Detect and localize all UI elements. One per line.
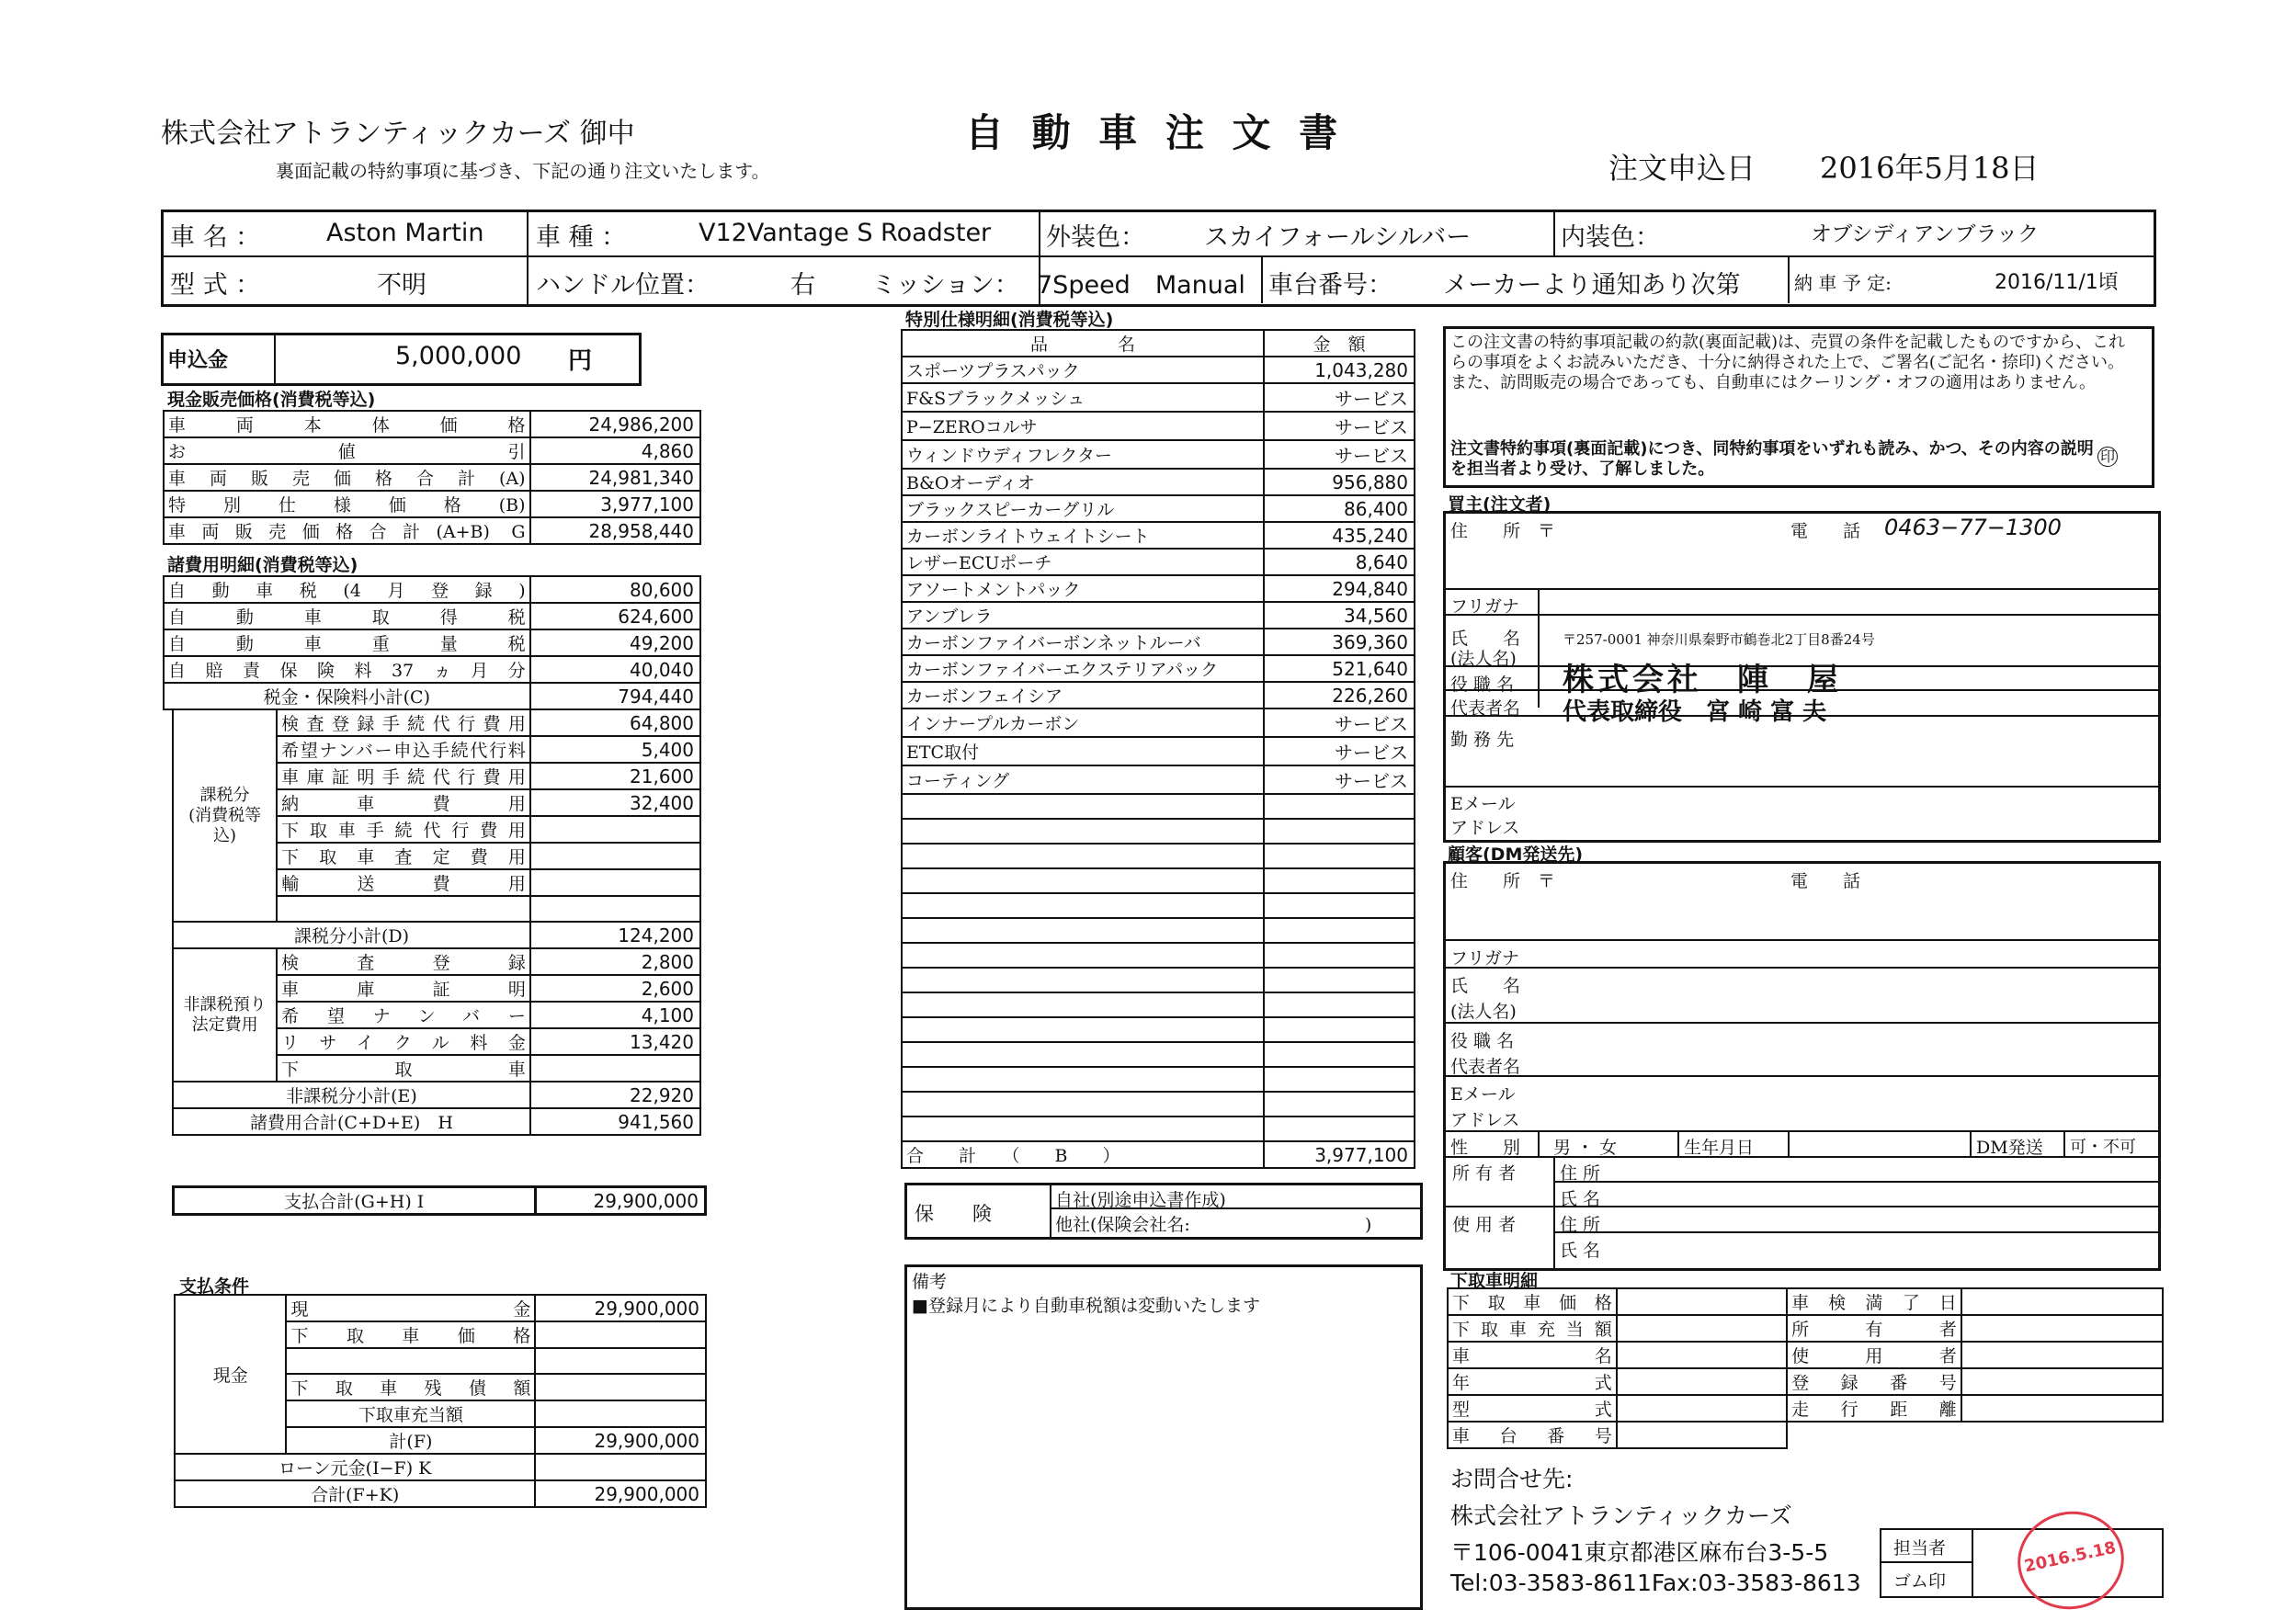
delivery-label: 納 車 予 定: <box>1794 272 1892 294</box>
birth-label: 生年月日 <box>1684 1138 1755 1158</box>
row-value: 2,800 <box>530 948 700 975</box>
fees-total-value: 941,560 <box>530 1108 700 1135</box>
row-value: 32,400 <box>530 789 700 816</box>
spec-row <box>902 737 1415 765</box>
dm-label: DM発送 <box>1976 1138 2043 1158</box>
handle-label: ハンドル位置： <box>536 271 710 300</box>
nontax-group-label: 非課税預り 法定費用 <box>173 948 277 1082</box>
spec-row <box>902 765 1415 794</box>
row-label: 下取車残債額 <box>286 1374 535 1400</box>
row-value: 13,420 <box>530 1028 700 1055</box>
spec-row <box>902 655 1415 682</box>
customer-email-label: Eメール <box>1450 1084 1516 1105</box>
user-label: 使 用 者 <box>1452 1215 1517 1235</box>
payment-terms-table <box>174 1294 707 1508</box>
rubber-stamp-label: ゴム印 <box>1893 1571 1947 1592</box>
tradein-label: 所有者 <box>1787 1315 1961 1342</box>
spec-row-empty <box>902 844 1415 868</box>
staff-label: 担当者 <box>1893 1538 1947 1559</box>
buyer-corp-label: (法人名) <box>1450 649 1517 669</box>
row-value: 29,900,000 <box>535 1427 706 1454</box>
row-value: 28,958,440 <box>530 517 700 544</box>
spec-amount-empty <box>1264 1067 1415 1092</box>
spec-row <box>902 708 1415 737</box>
notice-agreement: 注文書特約事項(裏面記載)につき、同特約事項をいずれも読み、かつ、その内容の説明を担当者より受け、了解しました。 <box>1450 439 2094 479</box>
row-label: リサイクル料金 <box>277 1028 530 1055</box>
payment-terms-total-value: 29,900,000 <box>535 1480 706 1507</box>
remarks-text: ■登録月により自動車税額は変動いたします <box>912 1296 1260 1316</box>
spec-row-empty <box>902 893 1415 918</box>
fees-total-label: 諸費用合計(C+D+E) H <box>173 1108 530 1135</box>
row-value <box>535 1348 706 1374</box>
payment-terms-total-label: 合計(F+K) <box>175 1480 535 1507</box>
row-label: 下取車価格 <box>286 1321 535 1348</box>
spec-amount-empty <box>1264 992 1415 1017</box>
row-value: 49,200 <box>530 629 700 656</box>
customer-corp-label: (法人名) <box>1450 1002 1517 1022</box>
spec-item-empty <box>902 794 1264 819</box>
buyer-email-label-2: アドレス <box>1450 818 1520 838</box>
spec-item: アンブレラ <box>902 602 1264 629</box>
spec-item-empty <box>902 1017 1264 1042</box>
spec-amount: 294,840 <box>1264 575 1415 602</box>
spec-amount: サービス <box>1264 412 1415 440</box>
row-label: 特別仕様価格(B) <box>164 491 530 517</box>
spec-item-empty <box>902 943 1264 968</box>
tax-subtotal-label: 税金・保険料小計(C) <box>164 683 530 709</box>
spec-amount: 956,880 <box>1264 469 1415 495</box>
dm-value[interactable]: 可・不可 <box>2070 1138 2136 1157</box>
spec-amount: 435,240 <box>1264 522 1415 549</box>
buyer-phone[interactable]: 0463−77−1300 <box>1884 515 2062 540</box>
sex-label: 性 別 <box>1450 1138 1521 1158</box>
spec-amount-empty <box>1264 844 1415 868</box>
spec-row <box>902 469 1415 495</box>
sex-value[interactable]: 男 ・ 女 <box>1553 1138 1618 1158</box>
payment-total-label: 支払合計(G+H) I <box>174 1187 536 1215</box>
buyer-address-label: 住 所 〒 <box>1450 521 1556 541</box>
row-value: 29,900,000 <box>535 1295 706 1321</box>
spec-item: P−ZEROコルサ <box>902 412 1264 440</box>
interior-color-label: 内装色： <box>1561 223 1660 252</box>
row-label: 自動車重量税 <box>164 629 530 656</box>
handle-value: 右 <box>790 271 815 300</box>
order-date-label: 注文申込日 <box>1608 151 1756 186</box>
spec-amount-empty <box>1264 943 1415 968</box>
deposit-value: 5,000,000 <box>395 342 522 370</box>
taxable-group-label: 課税分 (消費税等込) <box>173 709 277 922</box>
row-value: 4,100 <box>530 1002 700 1028</box>
tradein-label: 年式 <box>1448 1368 1617 1395</box>
spec-item: B&Oオーディオ <box>902 469 1264 495</box>
spec-row-empty <box>902 943 1415 968</box>
cash-price-table <box>163 410 701 545</box>
spec-item: カーボンライトウェイトシート <box>902 522 1264 549</box>
spec-amount-empty <box>1264 1092 1415 1117</box>
spec-amount-empty <box>1264 1017 1415 1042</box>
spec-row-empty <box>902 868 1415 893</box>
row-label: 車両販売価格合計(A+B) G <box>164 517 530 544</box>
model-value: 不明 <box>377 271 426 300</box>
spec-item: ETC取付 <box>902 737 1264 765</box>
contact-tel: Tel:03-3583-8611Fax:03-3583-8613 <box>1450 1570 1861 1596</box>
recipient-company: 株式会社アトランティックカーズ 御中 <box>161 118 635 150</box>
spec-row <box>902 412 1415 440</box>
spec-amount: 226,260 <box>1264 682 1415 708</box>
spec-item-empty <box>902 893 1264 918</box>
spec-amount-empty <box>1264 1042 1415 1067</box>
row-value: 4,860 <box>530 437 700 464</box>
spec-amount: サービス <box>1264 737 1415 765</box>
spec-row <box>902 383 1415 412</box>
row-value <box>530 816 700 843</box>
taxable-subtotal-value: 124,200 <box>530 922 700 948</box>
tradein-label: 車台番号 <box>1448 1422 1617 1448</box>
payment-terms-title: 支払条件 <box>179 1276 250 1297</box>
buyer-title: 買主(注文者) <box>1448 494 1552 515</box>
spec-item: ウィンドウディフレクター <box>902 440 1264 469</box>
row-label: 車両販売価格合計(A) <box>164 464 530 491</box>
spec-item-empty <box>902 819 1264 844</box>
delivery-value: 2016/11/1頃 <box>1995 271 2119 294</box>
tradein-label: 登録番号 <box>1787 1368 1961 1395</box>
spec-item-empty <box>902 1092 1264 1117</box>
tradein-table <box>1447 1287 2164 1449</box>
row-label: 車庫証明 <box>277 975 530 1002</box>
row-label: 自動車取得税 <box>164 603 530 629</box>
row-label: 検査登録手続代行費用 <box>277 709 530 736</box>
loan-label: ローン元金(I−F) K <box>175 1454 535 1480</box>
tradein-title: 下取車明細 <box>1450 1271 1539 1291</box>
row-value: 2,600 <box>530 975 700 1002</box>
contact-label: お問合せ先: <box>1450 1466 1574 1492</box>
spec-item: カーボンフェイシア <box>902 682 1264 708</box>
customer-furigana-label: フリガナ <box>1450 948 1520 969</box>
order-date: 2016年5月18日 <box>1820 151 2040 186</box>
insurance-other[interactable]: 他社(保険会社名: ) <box>1055 1215 1372 1235</box>
spec-item: コーティング <box>902 765 1264 794</box>
row-value <box>530 869 700 896</box>
row-label: 下取車手続代行費用 <box>277 816 530 843</box>
car-type-value: V12Vantage S Roadster <box>699 219 992 247</box>
row-label: 検査登録 <box>277 948 530 975</box>
mission-label: ミッション： <box>871 271 1019 300</box>
nontax-subtotal-label: 非課税分小計(E) <box>173 1082 530 1108</box>
spec-row-empty <box>902 794 1415 819</box>
spec-amount-empty <box>1264 1117 1415 1141</box>
seal-mark: 印 <box>2097 447 2118 467</box>
owner-address-label: 住 所 <box>1560 1163 1601 1184</box>
spec-amount: サービス <box>1264 383 1415 412</box>
owner-name-label: 氏 名 <box>1560 1189 1601 1209</box>
spec-row-empty <box>902 968 1415 992</box>
spec-row <box>902 549 1415 575</box>
row-label: 希望ナンバー申込手続代行料 <box>277 736 530 763</box>
col-amount-header: 金 額 <box>1264 330 1415 357</box>
row-value: 3,977,100 <box>530 491 700 517</box>
row-value <box>530 1055 700 1082</box>
buyer-rep-name: 代表取締役 宮 崎 富 夫 <box>1563 698 1827 726</box>
interior-color-value: オブシディアンブラック <box>1811 222 2040 246</box>
spec-item-empty <box>902 992 1264 1017</box>
row-label: 輸送費用 <box>277 869 530 896</box>
deposit-unit: 円 <box>568 347 593 375</box>
tax-table <box>163 575 701 710</box>
taxable-table <box>172 708 701 1136</box>
intro-text: 裏面記載の特約事項に基づき、下記の通り注文いたします。 <box>276 160 770 182</box>
spec-item: カーボンファイバーエクステリアパック <box>902 655 1264 682</box>
row-value: 24,981,340 <box>530 464 700 491</box>
user-address-label: 住 所 <box>1560 1215 1601 1235</box>
notice-text: この注文書の特約事項記載の約款(裏面記載)は、売買の条件を記載したものですから、これらの事項をよくお読みいただき、十分に納得された上で、ご署名(ご記名・捺印)ください。また、訪問販売の場合であっても、自動車にはクーリング・オフの適用はありません。 <box>1450 333 2126 392</box>
spec-row <box>902 522 1415 549</box>
spec-item-empty <box>902 1042 1264 1067</box>
row-label: 計(F) <box>286 1427 535 1454</box>
spec-row-empty <box>902 918 1415 943</box>
tradein-label: 型式 <box>1448 1395 1617 1422</box>
spec-item: F&Sブラックメッシュ <box>902 383 1264 412</box>
spec-row <box>902 575 1415 602</box>
spec-item: レザーECUポーチ <box>902 549 1264 575</box>
special-spec-title: 特別仕様明細(消費税等込) <box>905 310 1114 330</box>
spec-item: ブラックスピーカーグリル <box>902 495 1264 522</box>
customer-name-label: 氏 名 <box>1450 976 1521 996</box>
cash-price-title: 現金販売価格(消費税等込) <box>167 390 376 410</box>
customer-address-label: 住 所 〒 <box>1450 871 1556 891</box>
buyer-address-stamp: 〒257-0001 神奈川県秦野市鶴巻北2丁目8番24号 <box>1563 631 1875 648</box>
spec-amount: 8,640 <box>1264 549 1415 575</box>
spec-total-value: 3,977,100 <box>1264 1141 1415 1168</box>
taxable-subtotal-label: 課税分小計(D) <box>173 922 530 948</box>
customer-title: 顧客(DM発送先) <box>1448 845 1584 865</box>
car-type-label: 車 種 ： <box>536 223 627 252</box>
tradein-label: 下取車価格 <box>1448 1288 1617 1315</box>
customer-rep-label: 代表者名 <box>1450 1057 1521 1077</box>
row-value: 624,600 <box>530 603 700 629</box>
spec-row-empty <box>902 1117 1415 1141</box>
buyer-corp-name: 株式会社 陣 屋 <box>1563 662 1842 698</box>
row-label <box>286 1348 535 1374</box>
spec-row <box>902 629 1415 655</box>
row-value: 24,986,200 <box>530 411 700 437</box>
spec-row-empty <box>902 1017 1415 1042</box>
spec-row <box>902 495 1415 522</box>
spec-item: カーボンファイバーボンネットルーバ <box>902 629 1264 655</box>
spec-amount-empty <box>1264 893 1415 918</box>
chassis-label: 車台番号： <box>1268 271 1392 300</box>
spec-item-empty <box>902 1117 1264 1141</box>
row-label: 下取車査定費用 <box>277 843 530 869</box>
spec-row-empty <box>902 1042 1415 1067</box>
tradein-label: 走行距離 <box>1787 1395 1961 1422</box>
spec-row <box>902 682 1415 708</box>
spec-amount-empty <box>1264 868 1415 893</box>
user-name-label: 氏 名 <box>1560 1241 1601 1261</box>
spec-item-empty <box>902 918 1264 943</box>
spec-amount: 86,400 <box>1264 495 1415 522</box>
buyer-work-label: 勤 務 先 <box>1450 730 1515 750</box>
spec-item-empty <box>902 1067 1264 1092</box>
spec-row-empty <box>902 819 1415 844</box>
row-label: 自動車税(4月登録) <box>164 576 530 603</box>
row-label: 車庫証明手続代行費用 <box>277 763 530 789</box>
tradein-label: 車名 <box>1448 1342 1617 1368</box>
spec-total-label: 合 計 （ B ） <box>902 1141 1264 1168</box>
contact-company: 株式会社アトランティックカーズ <box>1450 1502 1792 1529</box>
row-value <box>535 1400 706 1427</box>
spec-amount: サービス <box>1264 440 1415 469</box>
row-label: 車両本体価格 <box>164 411 530 437</box>
row-value: 40,040 <box>530 656 700 683</box>
spec-item-empty <box>902 968 1264 992</box>
car-name-label: 車 名 ： <box>170 223 261 252</box>
buyer-furigana-label: フリガナ <box>1450 596 1520 617</box>
row-value: 80,600 <box>530 576 700 603</box>
spec-row <box>902 357 1415 383</box>
row-value: 21,600 <box>530 763 700 789</box>
spec-item: インナープルカーボン <box>902 708 1264 737</box>
spec-amount: 521,640 <box>1264 655 1415 682</box>
customer-email-label-2: アドレス <box>1450 1110 1520 1130</box>
exterior-color-label: 外装色： <box>1046 223 1145 252</box>
row-label: 希望ナンバー <box>277 1002 530 1028</box>
date-stamp-text: 2016.5.18 <box>2022 1537 2119 1577</box>
payment-total-value: 29,900,000 <box>535 1187 705 1215</box>
spec-amount: 369,360 <box>1264 629 1415 655</box>
spec-amount: 1,043,280 <box>1264 357 1415 383</box>
buyer-phone-label: 電 話 <box>1790 521 1861 541</box>
row-label: 下取車充当額 <box>286 1400 535 1427</box>
buyer-email-label: Eメール <box>1450 794 1516 814</box>
spec-row <box>902 440 1415 469</box>
customer-title-label: 役 職 名 <box>1450 1031 1515 1051</box>
row-value <box>535 1374 706 1400</box>
spec-row-empty <box>902 1067 1415 1092</box>
spec-row <box>902 602 1415 629</box>
row-label <box>277 896 530 922</box>
spec-amount-empty <box>1264 968 1415 992</box>
spec-item-empty <box>902 868 1264 893</box>
insurance-label: 保 険 <box>915 1203 992 1225</box>
owner-label: 所 有 者 <box>1452 1163 1517 1184</box>
payment-total-table <box>172 1185 707 1216</box>
mission-value: 7Speed Manual <box>1037 271 1245 300</box>
contact-address: 〒106-0041東京都港区麻布台3-5-5 <box>1450 1539 1829 1566</box>
spec-item-empty <box>902 844 1264 868</box>
spec-total-row <box>902 1141 1415 1168</box>
row-value: 5,400 <box>530 736 700 763</box>
spec-row-empty <box>902 1092 1415 1117</box>
model-label: 型 式 ： <box>170 271 261 300</box>
row-value: 64,800 <box>530 709 700 736</box>
buyer-title-label: 役 職 名 <box>1450 674 1515 695</box>
tax-subtotal-value: 794,440 <box>530 683 700 709</box>
row-value <box>530 896 700 922</box>
car-name-value: Aston Martin <box>326 219 484 247</box>
tradein-label: 車検満了日 <box>1787 1288 1961 1315</box>
col-item-header: 品 名 <box>902 330 1264 357</box>
customer-phone-label: 電 話 <box>1790 871 1861 891</box>
fees-title: 諸費用明細(消費税等込) <box>167 555 358 575</box>
buyer-rep-label: 代表者名 <box>1450 698 1521 719</box>
customer-box <box>1443 861 2161 1271</box>
spec-item: スポーツプラスパック <box>902 357 1264 383</box>
row-label: 納車費用 <box>277 789 530 816</box>
tradein-label: 使用者 <box>1787 1342 1961 1368</box>
spec-amount: サービス <box>1264 765 1415 794</box>
row-value <box>535 1321 706 1348</box>
payment-group-label: 現金 <box>175 1295 286 1454</box>
spec-amount: 34,560 <box>1264 602 1415 629</box>
chassis-value: メーカーより通知あり次第 <box>1443 271 1741 300</box>
special-spec-table <box>901 329 1415 1169</box>
tradein-label: 下取車充当額 <box>1448 1315 1617 1342</box>
row-label: 下取車 <box>277 1055 530 1082</box>
insurance-own[interactable]: 自社(別途申込書作成) <box>1055 1190 1226 1210</box>
exterior-color-value: スカイフォールシルバー <box>1204 223 1472 252</box>
row-value <box>530 843 700 869</box>
deposit-label: 申込金 <box>167 349 229 372</box>
row-label: 自賠責保険料37ヵ月分 <box>164 656 530 683</box>
spec-row-empty <box>902 992 1415 1017</box>
row-label: 現金 <box>286 1295 535 1321</box>
loan-value <box>535 1454 706 1480</box>
date-stamp <box>2008 1502 2133 1619</box>
spec-amount-empty <box>1264 819 1415 844</box>
spec-amount-empty <box>1264 794 1415 819</box>
spec-amount: サービス <box>1264 708 1415 737</box>
row-label: お値引 <box>164 437 530 464</box>
remarks-title: 備考 <box>912 1272 948 1292</box>
spec-amount-empty <box>1264 918 1415 943</box>
nontax-subtotal-value: 22,920 <box>530 1082 700 1108</box>
spec-item: アソートメントパック <box>902 575 1264 602</box>
page-title: 自 動 車 注 文 書 <box>965 110 1346 155</box>
buyer-name-label: 氏 名 <box>1450 629 1521 649</box>
